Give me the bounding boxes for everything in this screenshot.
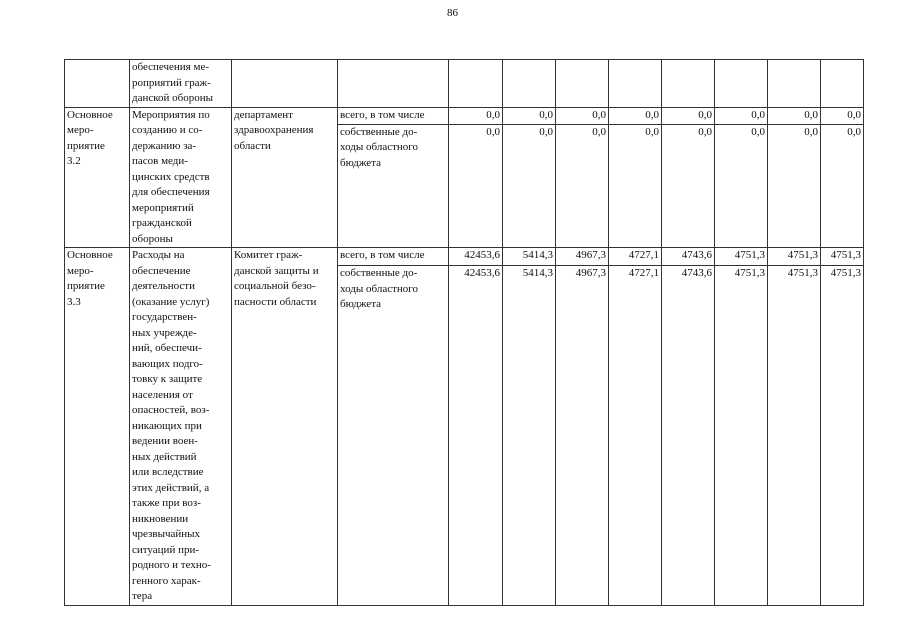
text-line: (оказание услуг) (132, 295, 210, 308)
text-line: Расходы на (132, 249, 185, 261)
text-line: ходы областного (340, 141, 419, 154)
col-item (65, 107, 130, 248)
text-line: вающих подго- (132, 357, 203, 370)
source-label (338, 107, 449, 124)
col-executor (232, 248, 338, 606)
text-line: приятие (67, 280, 105, 292)
value-cell: 0,0 (768, 107, 821, 124)
text-line: родного и техно- (132, 559, 211, 571)
value-cell: 4751,3 (821, 266, 864, 605)
text-line: Мероприятия по (132, 108, 210, 121)
value-cell: 4751,3 (715, 266, 768, 605)
col-description (130, 60, 232, 108)
col-executor (232, 107, 338, 248)
page-number: 86 (447, 7, 458, 19)
text-line: области (234, 139, 271, 152)
value-cell: 0,0 (609, 107, 662, 124)
value-cell: 42453,6 (449, 248, 503, 266)
table-row (65, 107, 864, 124)
text-line: генного харак- (132, 574, 201, 587)
source-label (338, 248, 449, 266)
value-cell: 0,0 (609, 124, 662, 247)
text-line: данской обороны (132, 92, 214, 104)
text-line: приятие (67, 139, 105, 152)
text-line: товку к защите (132, 373, 203, 385)
text-line: населения от (132, 388, 193, 401)
text-line: никающих при (132, 419, 202, 432)
value-cell: 4727,1 (609, 266, 662, 605)
text-line: бюджета (340, 298, 382, 311)
value-cell: 4743,6 (662, 266, 715, 605)
text-line: никновении (132, 512, 189, 525)
value-cell: 0,0 (715, 124, 768, 247)
text-line: роприятий граж- (132, 76, 211, 89)
value-cell: 4751,3 (715, 248, 768, 266)
value-cell: 4727,1 (609, 248, 662, 266)
text-line: департамент (234, 108, 293, 121)
text-line: этих действий, а (132, 481, 210, 494)
text-line: ных действий (132, 450, 197, 463)
text-line: также при воз- (132, 497, 201, 509)
value-cell: 42453,6 (449, 266, 503, 605)
text-line: 3.2 (67, 155, 81, 167)
col-description (130, 248, 232, 606)
table-row (65, 60, 864, 108)
text-line: держанию за- (132, 139, 197, 152)
value-cell: 4967,3 (556, 266, 609, 605)
text-line: цинских средств (132, 170, 210, 183)
text-line: 3.3 (67, 295, 81, 308)
text-line: государствен- (132, 311, 197, 323)
text-line: Основное (67, 249, 113, 261)
text-line: обеспечения ме- (132, 61, 209, 73)
value-cell: 4751,3 (768, 266, 821, 605)
text-line: собственные до- (340, 267, 418, 280)
text-line: пасов меди- (132, 155, 188, 167)
value-cell: 5414,3 (503, 266, 556, 605)
text-line: чрезвычайных (132, 528, 201, 540)
value-cell: 5414,3 (503, 248, 556, 266)
text-line: пасности области (234, 295, 317, 308)
text-line: ходы областного (340, 282, 419, 295)
value-cell: 0,0 (449, 107, 503, 124)
text-line: всего, в том числе (340, 108, 425, 121)
text-line: тера (132, 590, 153, 602)
col-item (65, 248, 130, 606)
value-cell: 4751,3 (768, 248, 821, 266)
value-cell: 0,0 (662, 124, 715, 247)
value-cell: 0,0 (768, 124, 821, 247)
text-line: всего, в том числе (340, 249, 425, 261)
text-line: меро- (67, 264, 94, 277)
text-line: социальной безо- (234, 280, 316, 292)
value-cell: 4751,3 (821, 248, 864, 266)
value-cell: 0,0 (503, 107, 556, 124)
value-cell: 0,0 (556, 124, 609, 247)
text-line: данской защиты и (234, 264, 319, 277)
text-line: ний, обеспечи- (132, 342, 202, 354)
text-line: обеспечение (132, 264, 191, 277)
value-cell: 0,0 (715, 107, 768, 124)
text-line: или вследствие (132, 466, 204, 478)
col-item (65, 60, 130, 108)
col-description (130, 107, 232, 248)
text-line: бюджета (340, 156, 382, 169)
text-line: для обеспечения (132, 186, 210, 198)
col-source (338, 60, 449, 108)
text-line: ных учрежде- (132, 326, 197, 339)
text-line: меро- (67, 124, 94, 136)
value-cell: 0,0 (449, 124, 503, 247)
text-line: собственные до- (340, 125, 418, 138)
text-line: гражданской (132, 217, 192, 229)
value-cell: 4743,6 (662, 248, 715, 266)
text-line: созданию и со- (132, 124, 203, 136)
text-line: здравоохранения (234, 124, 314, 136)
text-line: Комитет граж- (234, 249, 303, 261)
source-label (338, 124, 449, 247)
text-line: обороны (132, 232, 173, 245)
value-cell: 4967,3 (556, 248, 609, 266)
budget-table (64, 59, 864, 606)
text-line: мероприятий (132, 201, 194, 214)
source-label (338, 266, 449, 605)
text-line: Основное (67, 108, 113, 121)
value-cell: 0,0 (503, 124, 556, 247)
text-line: ведении воен- (132, 435, 198, 447)
value-cell: 0,0 (821, 124, 864, 247)
table-row (65, 248, 864, 266)
text-line: опасностей, воз- (132, 404, 210, 416)
text-line: деятельности (132, 280, 195, 292)
text-line: ситуаций при- (132, 543, 200, 556)
value-cell: 0,0 (662, 107, 715, 124)
value-cell: 0,0 (821, 107, 864, 124)
col-executor (232, 60, 338, 108)
value-cell: 0,0 (556, 107, 609, 124)
